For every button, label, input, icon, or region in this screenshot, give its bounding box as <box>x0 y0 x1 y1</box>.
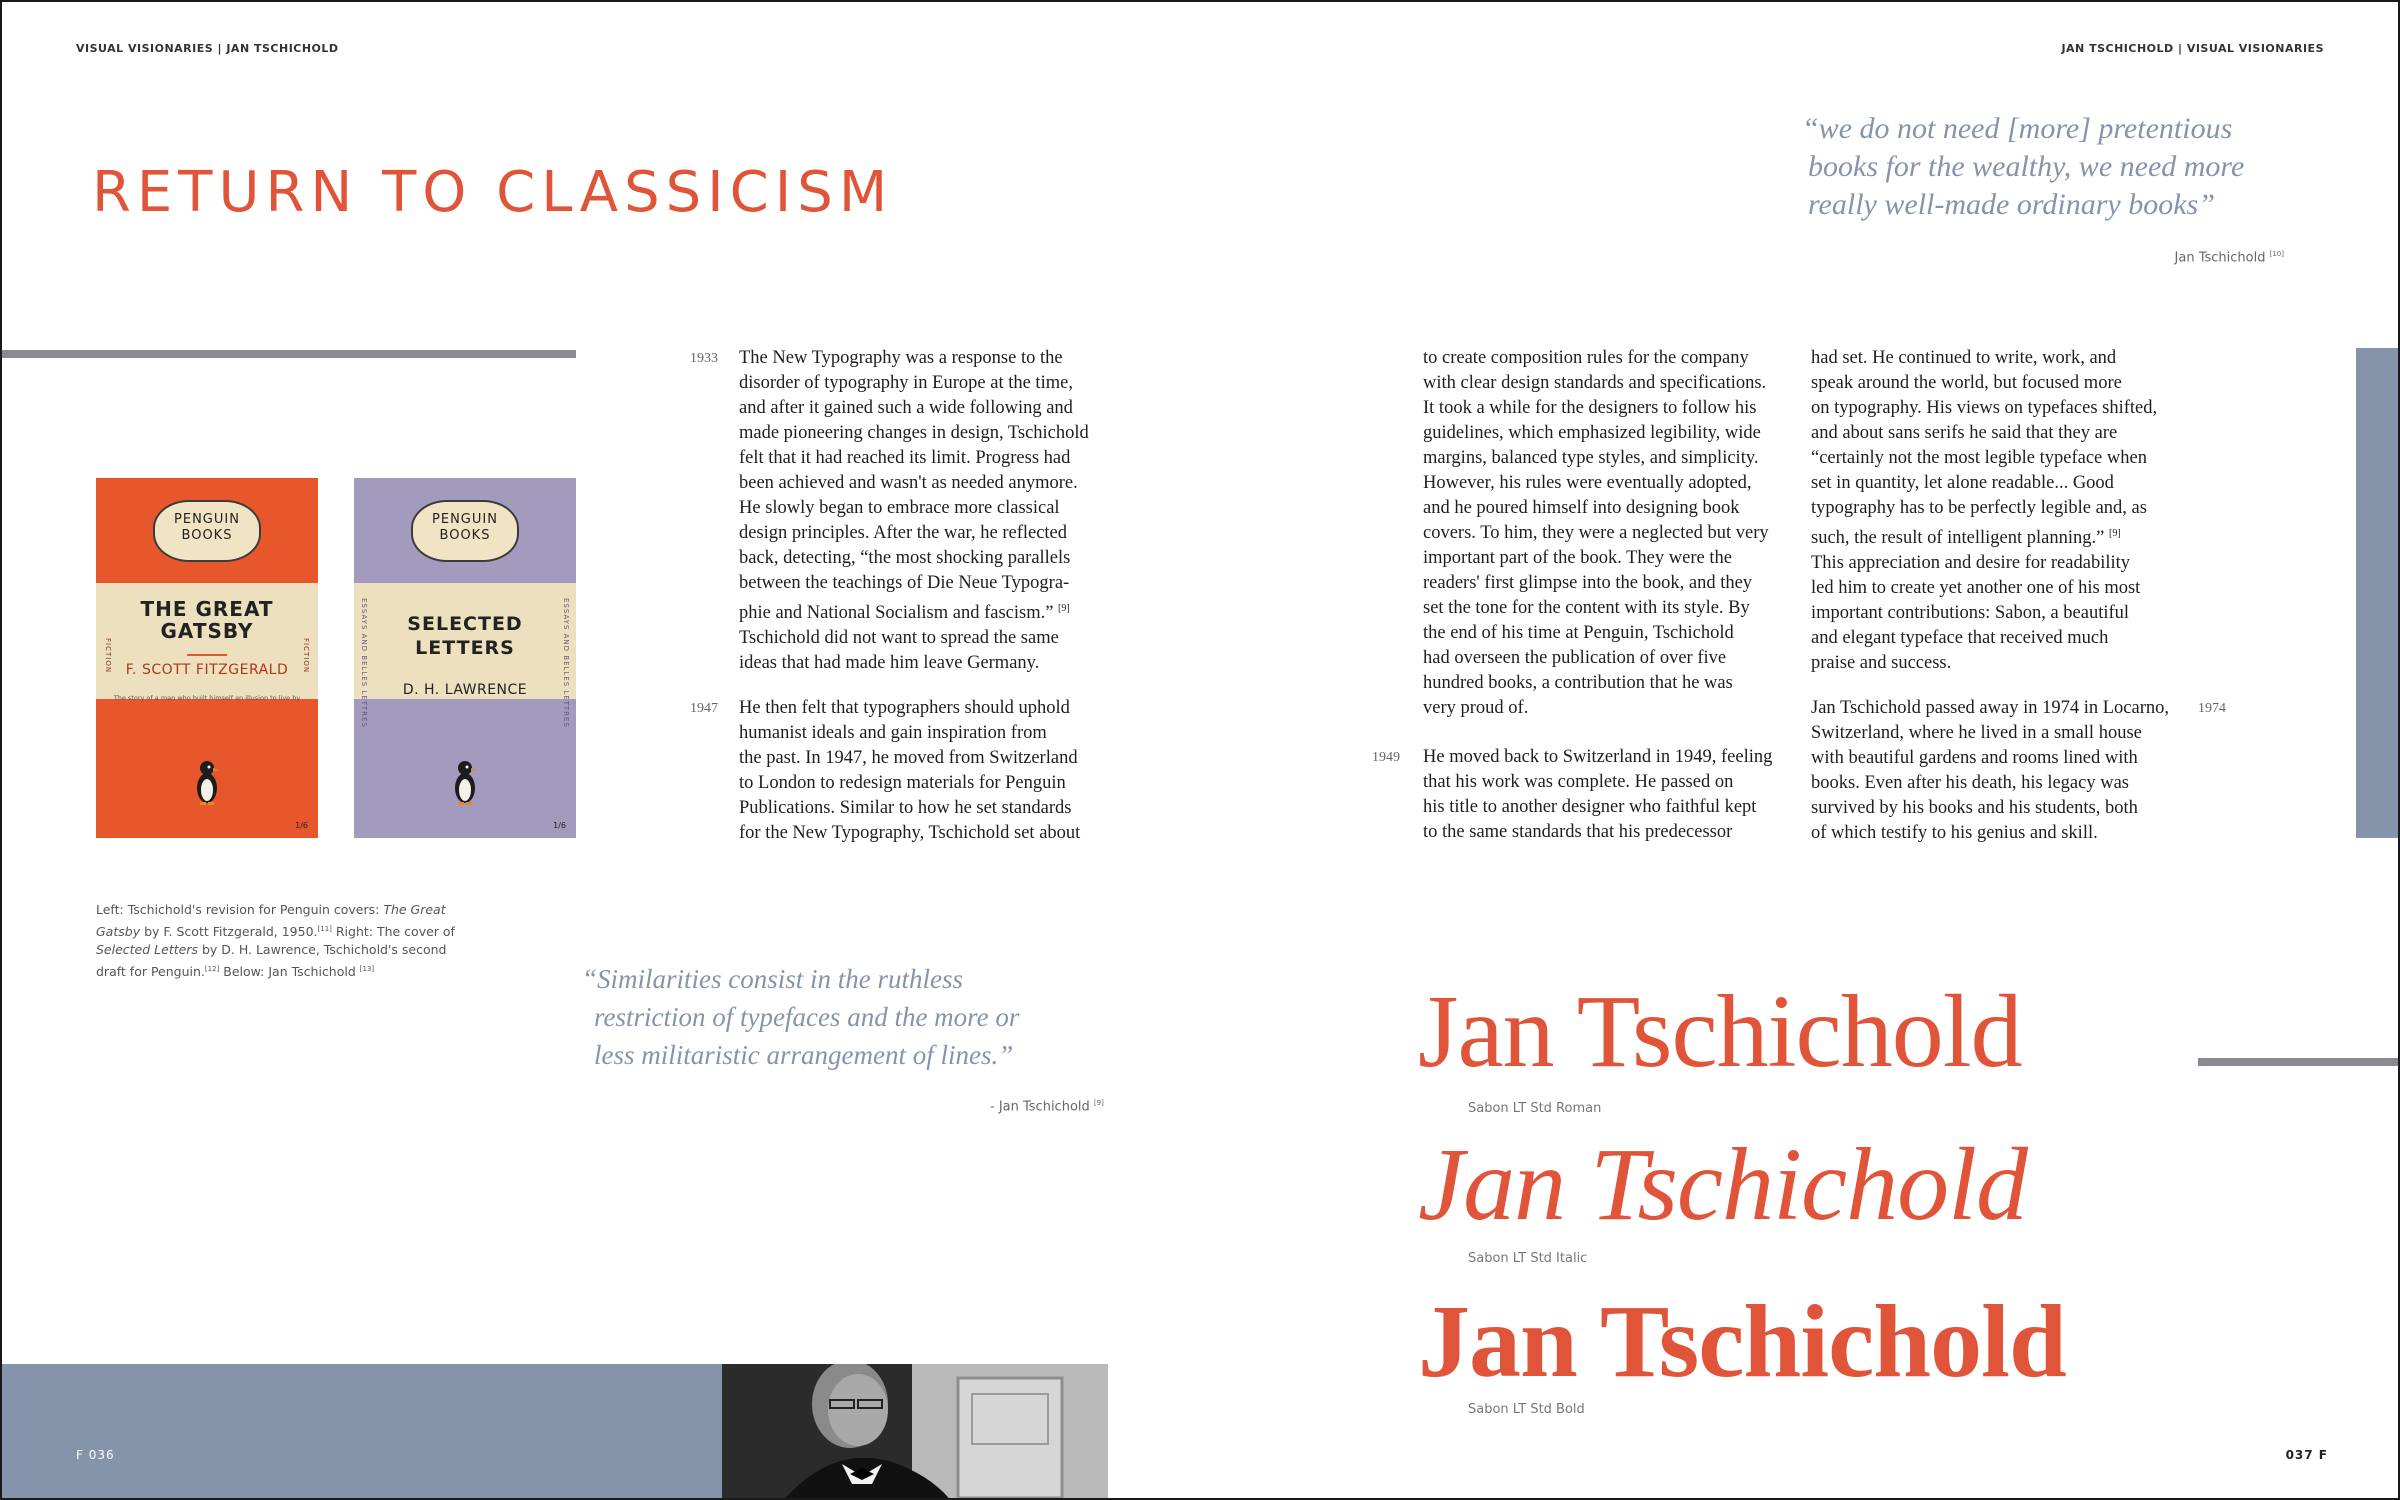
badge-line: BOOKS <box>439 528 491 543</box>
caption-text: Below: Jan Tschichold <box>219 963 360 979</box>
type-specimen-roman: Jan Tschichold <box>1418 974 2022 1089</box>
body-column-1-p2: He then felt that typographers should uphold humanist ideals and gain inspiration from the past. In 1947, he moved from Switzerland to London to redesign materials for Penguin Publications. Similar to how he set standards for the New Typography, Tschichold set about <box>739 698 1081 843</box>
badge-line: PENGUIN <box>174 512 240 527</box>
body-column-2-p2: He moved back to Switzerland in 1949, feeling that his work was complete. He passed on his title to another designer who faithful kept to the same standards that his predecessor <box>1423 747 1773 842</box>
cover-title-line: LETTERS <box>415 637 515 659</box>
attribution-name: - Jan Tschichold <box>990 1099 1090 1115</box>
penguin-badge <box>411 500 519 562</box>
pull-quote-middle <box>582 960 1142 1074</box>
folio-right: 037 F <box>2285 1448 2328 1462</box>
footer-color-band <box>2 1364 722 1500</box>
attribution-name: Jan Tschichold <box>2174 250 2266 266</box>
book-cover-great-gatsby <box>96 478 318 838</box>
cover-price: 1/6 <box>553 821 566 830</box>
cover-author: D. H. LAWRENCE <box>402 682 528 698</box>
cover-title-line: SELECTED <box>407 613 523 635</box>
body-column-3-p2: Jan Tschichold passed away in 1974 in Locarno, Switzerland, where he lived in a small house with beautiful gardens and rooms lined with books. Even after his death, his legacy was survived by his books and his students, both of which testify to his genius and skill. <box>1811 698 2170 843</box>
running-head-right: JAN TSCHICHOLD | VISUAL VISIONARIES <box>2061 42 2324 55</box>
caption-text: by F. Scott Fitzgerald, 1950. <box>140 923 318 939</box>
cover-tagline: The story of a man who built himself an illusion to live by <box>113 694 301 702</box>
caption-italic: Selected Letters <box>96 942 198 958</box>
attribution-ref: [10] <box>2269 250 2284 258</box>
pull-quote-line: “we do not need [more] pretentious <box>1802 112 2233 145</box>
badge-line: PENGUIN <box>432 512 498 527</box>
caption-text: Left: Tschichold's revision for Penguin covers: <box>96 902 384 917</box>
badge-line: BOOKS <box>181 528 233 543</box>
divider-rule-right <box>2198 1058 2400 1066</box>
pull-quote-line: really well-made ordinary books” <box>1808 188 2215 221</box>
cover-author: F. SCOTT FITZGERALD <box>125 662 289 678</box>
footnote-ref: [9] <box>2109 528 2121 539</box>
year-marker: 1947 <box>690 701 718 716</box>
pull-quote-top <box>1802 110 2322 224</box>
section-title: RETURN TO CLASSICISM <box>92 160 894 225</box>
body-column-1 <box>739 346 1119 676</box>
penguin-icon <box>193 758 221 806</box>
year-marker: 1933 <box>690 351 718 366</box>
pull-quote-line: less militaristic arrangement of lines.” <box>594 1040 1014 1070</box>
folio-left: F 036 <box>76 1448 115 1462</box>
type-specimen-bold: Jan Tschichold <box>1418 1284 2066 1399</box>
cover-side-text: FICTION <box>302 638 310 674</box>
cover-separator <box>187 654 227 656</box>
body-paragraph: had set. He continued to write, work, and speak around the world, but focused more on typography. His views on typefaces shifted, and about sans serifs he said that they are “certainly not the most legible typeface when set in quantity, let alone readable... Good typography has to be perfectly legible and, as such, the result of intelligent planning.” <box>1811 348 2158 549</box>
pull-quote-line: books for the wealthy, we need more <box>1808 150 2245 183</box>
cover-price: 1/6 <box>295 821 308 830</box>
caption-text: Right: The cover of <box>331 923 455 939</box>
pull-quote-line: restriction of typefaces and the more or <box>594 1002 1020 1032</box>
attribution-ref: [9] <box>1093 1099 1104 1107</box>
caption-ref: [12] <box>204 964 220 973</box>
body-paragraph: Tschichold did not want to spread the same ideas that had made him leave Germany. <box>739 628 1059 674</box>
portrait-photo <box>722 1364 1108 1500</box>
type-specimen-label: Sabon LT Std Roman <box>1468 1101 1602 1116</box>
cover-title-line: GATSBY <box>160 619 254 643</box>
caption-text: by D. H. Lawrence, Tschichold's second draft for Penguin. <box>96 942 447 979</box>
penguin-badge <box>153 500 261 562</box>
body-column-2: to create composition rules for the company with clear design standards and specifications. It took a while for the designers to follow his guidelines, which emphasized legibility, wide margins, balanced type styles, and simplicity. However, his rules were eventually adopted, and he poured himself into designing book covers. To him, they were a neglected but very important part of the book. They were the readers' first glimpse into the book, and they set the tone for the content with its style. By the end of his time at Penguin, Tschichold had overseen the publication of over five hundred books, a contribution that he was very proud of. <box>1423 348 1769 718</box>
pull-quote-middle-attribution <box>990 1099 1104 1114</box>
running-head-left: VISUAL VISIONARIES | JAN TSCHICHOLD <box>76 42 339 55</box>
pull-quote-line: “Similarities consist in the ruthless <box>582 964 964 994</box>
penguin-icon <box>451 758 479 806</box>
cover-side-text: ESSAYS AND BELLES LETTRES <box>360 598 368 728</box>
caption-italic: The Great Gatsby <box>96 902 446 939</box>
year-marker: 1949 <box>1372 750 1400 765</box>
image-caption <box>96 901 456 981</box>
side-color-bar <box>2356 348 2400 838</box>
body-paragraph: This appreciation and desire for readability led him to create yet another one of his most important contributions: Sabon, a beautiful and elegant typeface that received much praise and success. <box>1811 553 2141 674</box>
book-cover-selected-letters <box>354 478 576 838</box>
caption-ref: [11] <box>317 924 332 933</box>
cover-title <box>354 612 576 660</box>
pull-quote-top-attribution <box>2175 250 2284 265</box>
body-paragraph: The New Typography was a response to the disorder of typography in Europe at the time, and after it gained such a wide following and made pioneering changes in design, Tschichold felt that it had reached its limit. Progress had been achieved and wasn't as needed anymore. He slowly began to embrace more classical design principles. After the war, he reflected back, detecting, “the most shocking parallels between the teachings of Die Neue Typogra- phie and National Socialism and fascism.” <box>739 348 1089 624</box>
cover-side-text: ESSAYS AND BELLES LETTRES <box>562 598 570 728</box>
year-marker: 1974 <box>2198 701 2226 716</box>
divider-rule-left <box>2 350 576 358</box>
cover-title-line: THE GREAT <box>140 597 274 621</box>
type-specimen-label: Sabon LT Std Bold <box>1468 1402 1585 1417</box>
footnote-ref: [9] <box>1058 603 1070 614</box>
caption-ref: [13] <box>359 964 375 973</box>
body-column-3 <box>1811 346 2191 676</box>
cover-side-text: FICTION <box>104 638 112 674</box>
portrait-illustration <box>722 1364 1108 1500</box>
type-specimen-italic: Jan Tschichold <box>1418 1127 2028 1242</box>
cover-title <box>96 598 318 642</box>
type-specimen-label: Sabon LT Std Italic <box>1468 1251 1588 1266</box>
